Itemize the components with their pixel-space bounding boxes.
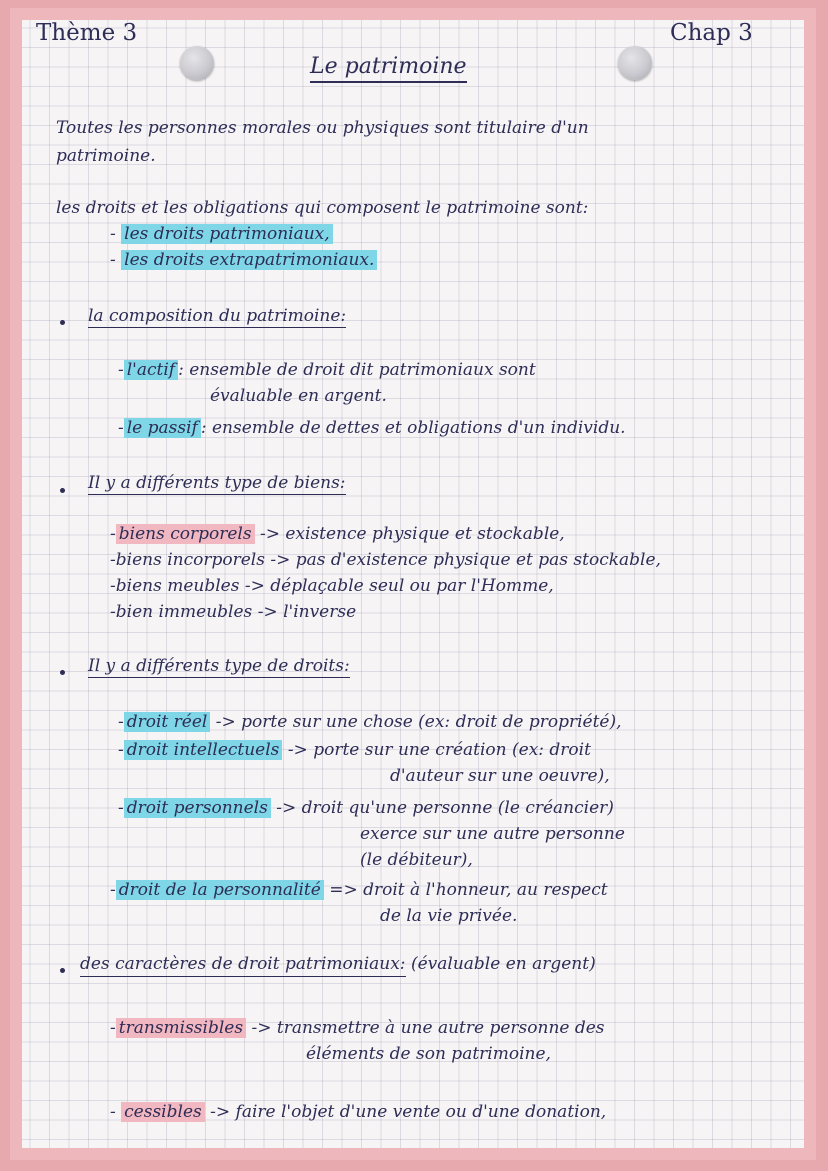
droit-intel-term: droit intellectuels xyxy=(124,740,283,760)
passif-term: le passif xyxy=(124,418,201,438)
droit-perso-line: - droit personnels -> droit qu'une personne (le créancier) xyxy=(118,798,614,818)
droit-intel-line: - droit intellectuels -> porte sur une création (ex: droit xyxy=(118,740,591,760)
droit-perso-line-3: (le débiteur), xyxy=(360,850,473,870)
biens-text: -> déplaçable seul ou par l'Homme, xyxy=(244,576,554,596)
composition-heading: la composition du patrimoine: xyxy=(88,306,347,326)
transmissibles-text: -> transmettre à une autre personne des xyxy=(251,1018,605,1038)
bullet xyxy=(60,320,65,325)
biens-term: biens incorporels xyxy=(115,550,265,570)
droit-perso-line-2: exerce sur une autre personne xyxy=(360,824,625,844)
actif-term: l'actif xyxy=(124,360,178,380)
rights-lead: les droits et les obligations qui composent le patrimoine sont: xyxy=(56,198,589,218)
actif-line-2: évaluable en argent. xyxy=(210,386,387,406)
biens-text: -> l'inverse xyxy=(257,602,357,622)
biens-item-2: -biens incorporels -> pas d'existence physique et pas stockable, xyxy=(110,550,661,570)
actif-text: : ensemble de droit dit patrimoniaux sont xyxy=(178,360,536,380)
transmissibles-line: - transmissibles -> transmettre à une autre personne des xyxy=(110,1018,605,1038)
bullet xyxy=(60,670,65,675)
actif-line: - l'actif : ensemble de droit dit patrimoniaux sont xyxy=(118,360,536,380)
droit-perso-term: droit personnels xyxy=(124,798,271,818)
biens-text: -> pas d'existence physique et pas stockable, xyxy=(270,550,661,570)
transmissibles-line-2: éléments de son patrimoine, xyxy=(306,1044,551,1064)
biens-term: bien immeubles xyxy=(115,602,253,622)
droit-reel-text: -> porte sur une chose (ex: droit de propriété), xyxy=(215,712,622,732)
biens-item-4: -bien immeubles -> l'inverse xyxy=(110,602,357,622)
droit-intel-text: -> porte sur une création (ex: droit xyxy=(287,740,591,760)
rights-item-1-text: les droits patrimoniaux, xyxy=(121,224,333,244)
dash: - xyxy=(110,224,116,244)
bullet xyxy=(60,488,65,493)
rights-item-1 xyxy=(110,226,333,243)
punch-hole-left xyxy=(180,46,214,80)
caracteres-note: (évaluable en argent) xyxy=(410,954,596,974)
theme-label: Thème 3 xyxy=(36,20,138,46)
droit-intel-line-2: d'auteur sur une oeuvre), xyxy=(390,766,610,786)
intro-line-2: patrimoine. xyxy=(56,146,156,166)
passif-line: - le passif : ensemble de dettes et obligations d'un individu. xyxy=(118,418,626,438)
cessibles-line: - cessibles -> faire l'objet d'une vente ou d'une donation, xyxy=(110,1102,607,1122)
droits-heading: Il y a différents type de droits: xyxy=(88,656,350,676)
passif-text: : ensemble de dettes et obligations d'un individu. xyxy=(200,418,626,438)
biens-text: -> existence physique et stockable, xyxy=(259,524,565,544)
dash: - xyxy=(110,250,116,270)
biens-item-3: -biens meubles -> déplaçable seul ou par l'Homme, xyxy=(110,576,554,596)
droit-perso-text: -> droit qu'une personne (le créancier) xyxy=(276,798,614,818)
caracteres-heading-line xyxy=(80,956,596,973)
caracteres-heading: des caractères de droit patrimoniaux: xyxy=(80,954,406,977)
droit-personnalite-line: - droit de la personnalité => droit à l'honneur, au respect xyxy=(110,880,608,900)
droit-reel-line: - droit réel -> porte sur une chose (ex: droit de propriété), xyxy=(118,712,622,732)
bullet xyxy=(60,968,65,973)
chapter-label: Chap 3 xyxy=(670,20,753,46)
biens-item-1: - biens corporels -> existence physique et stockable, xyxy=(110,524,565,544)
intro-line-1: Toutes les personnes morales ou physiques sont titulaire d'un xyxy=(56,118,589,138)
cessibles-term: cessibles xyxy=(121,1102,205,1122)
droit-reel-term: droit réel xyxy=(124,712,211,732)
notebook-page xyxy=(10,8,816,1160)
biens-term: biens corporels xyxy=(116,524,255,544)
droit-personnalite-text: => droit à l'honneur, au respect xyxy=(329,880,608,900)
biens-heading: Il y a différents type de biens: xyxy=(88,473,346,493)
rights-item-2 xyxy=(110,252,377,269)
biens-term: biens meubles xyxy=(115,576,240,596)
droit-personnalite-term: droit de la personnalité xyxy=(116,880,324,900)
page-title: Le patrimoine xyxy=(310,56,467,83)
rights-item-2-text: les droits extrapatrimoniaux. xyxy=(121,250,377,270)
punch-hole-right xyxy=(618,46,652,80)
droit-personnalite-line-2: de la vie privée. xyxy=(380,906,518,926)
cessibles-text: -> faire l'objet d'une vente ou d'une donation, xyxy=(210,1102,607,1122)
transmissibles-term: transmissibles xyxy=(116,1018,246,1038)
